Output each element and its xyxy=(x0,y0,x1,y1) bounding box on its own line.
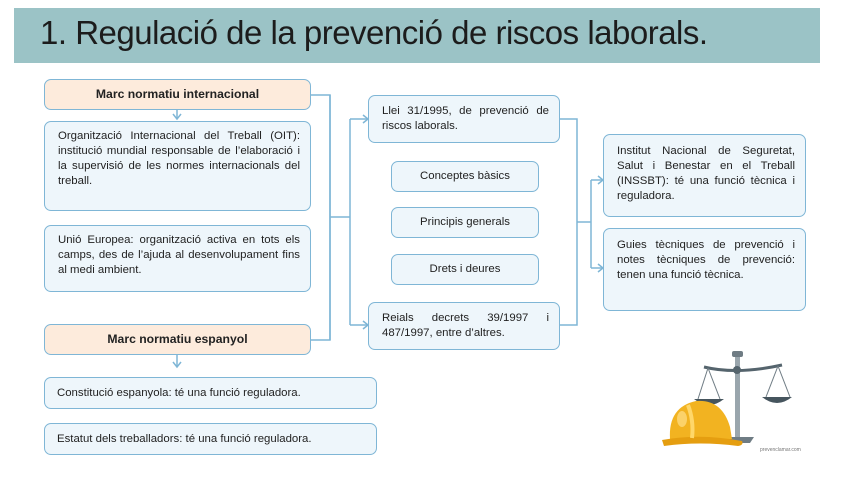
connector-left-bracket xyxy=(311,95,330,340)
concept-label-principles: Principis generals xyxy=(420,216,510,228)
llei-text: Llei 31/1995, de prevenció de riscos laborals. xyxy=(382,105,549,132)
estatut-box xyxy=(44,423,377,455)
international-framework-label: Marc normatiu internacional xyxy=(95,87,260,101)
page-title: 1. Regulació de la prevenció de riscos laborals. xyxy=(40,14,708,51)
insst-box xyxy=(603,134,806,217)
image-credit: prevenclamar.com xyxy=(760,447,801,453)
insst-text: Institut Nacional de Seguretat, Salut i Benestar en el Treball (INSSBT): té una funció tècnica i reguladora. xyxy=(617,145,795,202)
spanish-framework-label: Marc normatiu espanyol xyxy=(107,332,248,346)
reials-box xyxy=(368,302,560,350)
concept-label-rights: Drets i deures xyxy=(429,263,501,275)
constitucio-text: Constitució espanyola: té una funció reguladora. xyxy=(57,386,301,399)
ue-text: Unió Europea: organització activa en tots els camps, des de l’ajuda al desenvolupament fins al medi ambient. xyxy=(58,234,300,276)
llei-box xyxy=(368,95,560,143)
connector-right-bracket xyxy=(560,119,577,325)
hard-hat-icon xyxy=(662,401,743,446)
guies-text: Guies tècniques de prevenció i notes tècniques de prevenció: tenen una funció tècnica. xyxy=(617,239,795,281)
concept-box-basics xyxy=(391,161,539,192)
concept-box-rights xyxy=(391,254,539,285)
estatut-text: Estatut dels treballadors: té una funció reguladora. xyxy=(57,432,312,445)
oit-text: Organització Internacional del Treball (OIT): institució mundial responsable de l’elaboració i la supervisió de les normes internacionals del treball. xyxy=(58,130,300,187)
international-framework-title xyxy=(44,79,311,110)
reials-text: Reials decrets 39/1997 i 487/1997, entre d’altres. xyxy=(382,312,549,339)
constitucio-box xyxy=(44,377,377,409)
ue-box xyxy=(44,225,311,292)
oit-box xyxy=(44,121,311,211)
scales-helmet-illustration xyxy=(660,345,810,457)
spanish-framework-title xyxy=(44,324,311,355)
concept-box-principles xyxy=(391,207,539,238)
concept-label-basics: Conceptes bàsics xyxy=(420,170,510,182)
guies-box xyxy=(603,228,806,311)
